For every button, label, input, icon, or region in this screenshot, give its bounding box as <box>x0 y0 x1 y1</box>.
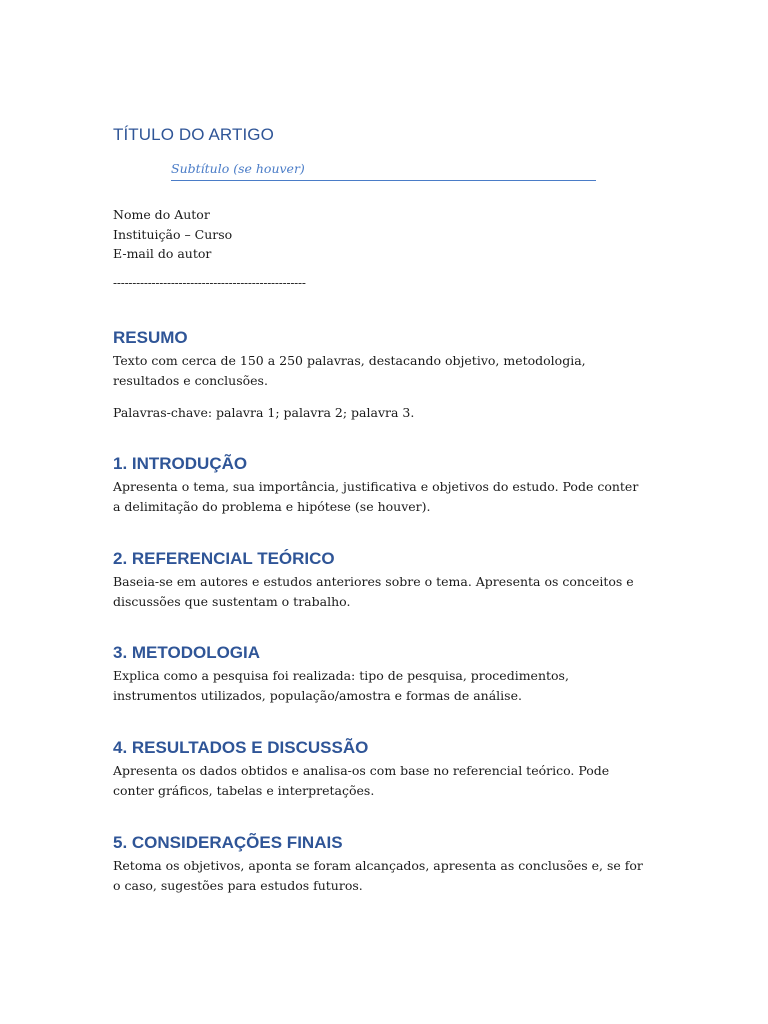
section-heading: 4. RESULTADOS E DISCUSSÃO <box>113 738 369 757</box>
section-text: Retoma os objetivos, aponta se foram alcançados, apresenta as conclusões e, se for o caso, sugestões para estudos futuros. <box>113 858 643 893</box>
author-institution: Instituição – Curso <box>113 226 233 242</box>
author-info <box>113 205 232 264</box>
section-introducao <box>113 453 648 517</box>
section-heading: 2. REFERENCIAL TEÓRICO <box>113 549 335 568</box>
section-text: Apresenta os dados obtidos e analisa-os com base no referencial teórico. Pode conter gráficos, tabelas e interpretações. <box>113 763 610 798</box>
article-subtitle: Subtítulo (se houver) <box>171 161 305 176</box>
section-text: Baseia-se em autores e estudos anteriores sobre o tema. Apresenta os conceitos e discussões que sustentam o trabalho. <box>113 574 634 609</box>
section-resultados-discussao <box>113 737 648 801</box>
section-text: Apresenta o tema, sua importância, justificativa e objetivos do estudo. Pode conter a delimitação do problema e hipótese (se houver). <box>113 479 639 514</box>
section-text: Explica como a pesquisa foi realizada: tipo de pesquisa, procedimentos, instrumentos utilizados, população/amostra e formas de análise. <box>113 668 569 703</box>
abstract-section <box>113 327 648 423</box>
section-heading: 1. INTRODUÇÃO <box>113 454 248 473</box>
keywords: Palavras-chave: palavra 1; palavra 2; palavra 3. <box>113 405 415 420</box>
section-referencial-teorico <box>113 548 648 612</box>
separator-line: -------------------------------------------------- <box>113 276 306 290</box>
section-metodologia <box>113 642 648 706</box>
article-title: TÍTULO DO ARTIGO <box>113 125 274 144</box>
section-heading: 5. CONSIDERAÇÕES FINAIS <box>113 833 343 852</box>
section-heading: 3. METODOLOGIA <box>113 643 261 662</box>
section-consideracoes-finais <box>113 832 648 896</box>
author-name: Nome do Autor <box>113 207 210 222</box>
subtitle-container <box>171 161 596 181</box>
abstract-text: Texto com cerca de 150 a 250 palavras, destacando objetivo, metodologia, resultados e conclusões. <box>113 353 586 388</box>
abstract-heading: RESUMO <box>113 328 188 347</box>
author-email: E-mail do autor <box>113 246 212 261</box>
